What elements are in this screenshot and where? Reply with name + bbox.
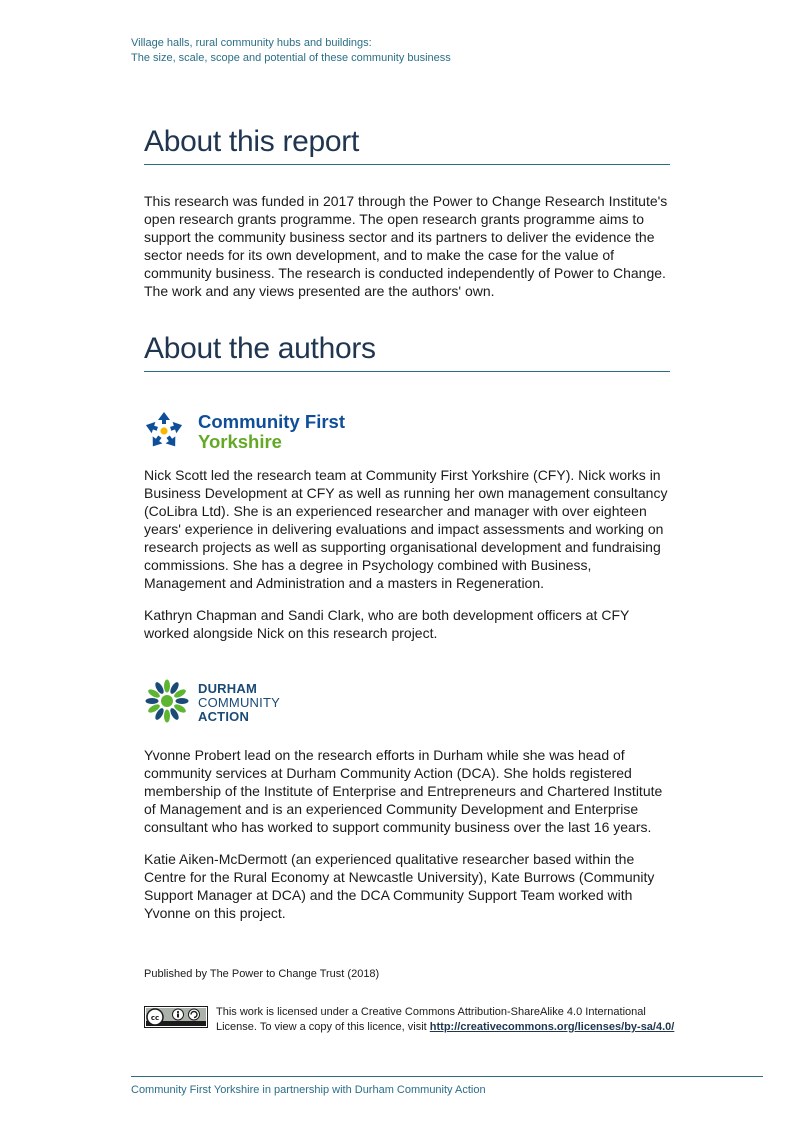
dca-logo-line2: COMMUNITY [198, 695, 280, 710]
cfy-rose-icon [144, 410, 184, 450]
cfy-paragraph-2: Kathryn Chapman and Sandi Clark, who are both development officers at CFY worked alongside Nick on this research project. [144, 607, 630, 641]
about-authors-heading: About the authors [144, 331, 670, 372]
running-head-line2: The size, scale, scope and potential of these community business [131, 52, 451, 64]
cfy-logo-line2: Yorkshire [198, 431, 282, 452]
about-report-body: This research was funded in 2017 through the Power to Change Research Institute's open research grants programme. The open research grants programme aims to support the community business sector and its partners to deliver the evidence the sector needs for its own development, and to make the case for the value of community business. The research is conducted independently of Power to Change. The work and any views presented are the authors' own. [144, 193, 668, 299]
license-statement: This work is licensed under a Creative Commons Attribution-ShareAlike 4.0 International License. To view a copy of this licence, visit [216, 1006, 646, 1033]
dca-logo-text [198, 682, 398, 724]
cc-by-sa-icon [144, 1006, 208, 1028]
svg-text:cc: cc [150, 1014, 160, 1022]
license-link[interactable]: http://creativecommons.org/licenses/by-sa/4.0/ [429, 1021, 675, 1033]
dca-flower-icon [144, 678, 190, 724]
license-text [216, 1005, 686, 1035]
cfy-logo-text [198, 412, 398, 452]
about-report-heading: About this report [144, 124, 670, 165]
running-head-line1: Village halls, rural community hubs and buildings: [131, 37, 372, 49]
footer-divider [131, 1076, 763, 1077]
dca-paragraph-2: Katie Aiken-McDermott (an experienced qualitative researcher based within the Centre for the Rural Economy at Newcastle University), Kate Burrows (Community Support Manager at DCA) and the DCA Community Support Team worked with Yvonne on this project. [144, 851, 655, 921]
dca-paragraph-1: Yvonne Probert lead on the research efforts in Durham while she was head of community services at Durham Community Action (DCA). She holds registered membership of the Institute of Enterprise and Entrepreneurs and Chartered Institute of Management and is an experienced Community Development and Enterprise consultant who has worked to support community business over the last 16 years. [144, 747, 663, 835]
cfy-logo-line1: Community First [198, 411, 345, 432]
dca-logo-line1: DURHAM [198, 681, 257, 696]
published-by: Published by The Power to Change Trust (2018) [144, 968, 380, 980]
dca-logo [144, 678, 404, 728]
page-footer: Community First Yorkshire in partnership with Durham Community Action [131, 1084, 486, 1096]
cfy-logo [144, 410, 404, 456]
dca-logo-line3: ACTION [198, 709, 250, 724]
cfy-paragraph-1: Nick Scott led the research team at Community First Yorkshire (CFY). Nick works in Business Development at CFY as well as running her own management consultancy (CoLibra Ltd). She is an experienced researcher and manager with over eighteen years' experience in delivering evaluations and impact assessments and working on research projects as well as supporting organisational development and fundraising commissions. She has a degree in Psychology combined with Business, Management and Administration and a masters in Regeneration. [144, 467, 668, 591]
running-head [131, 36, 651, 66]
